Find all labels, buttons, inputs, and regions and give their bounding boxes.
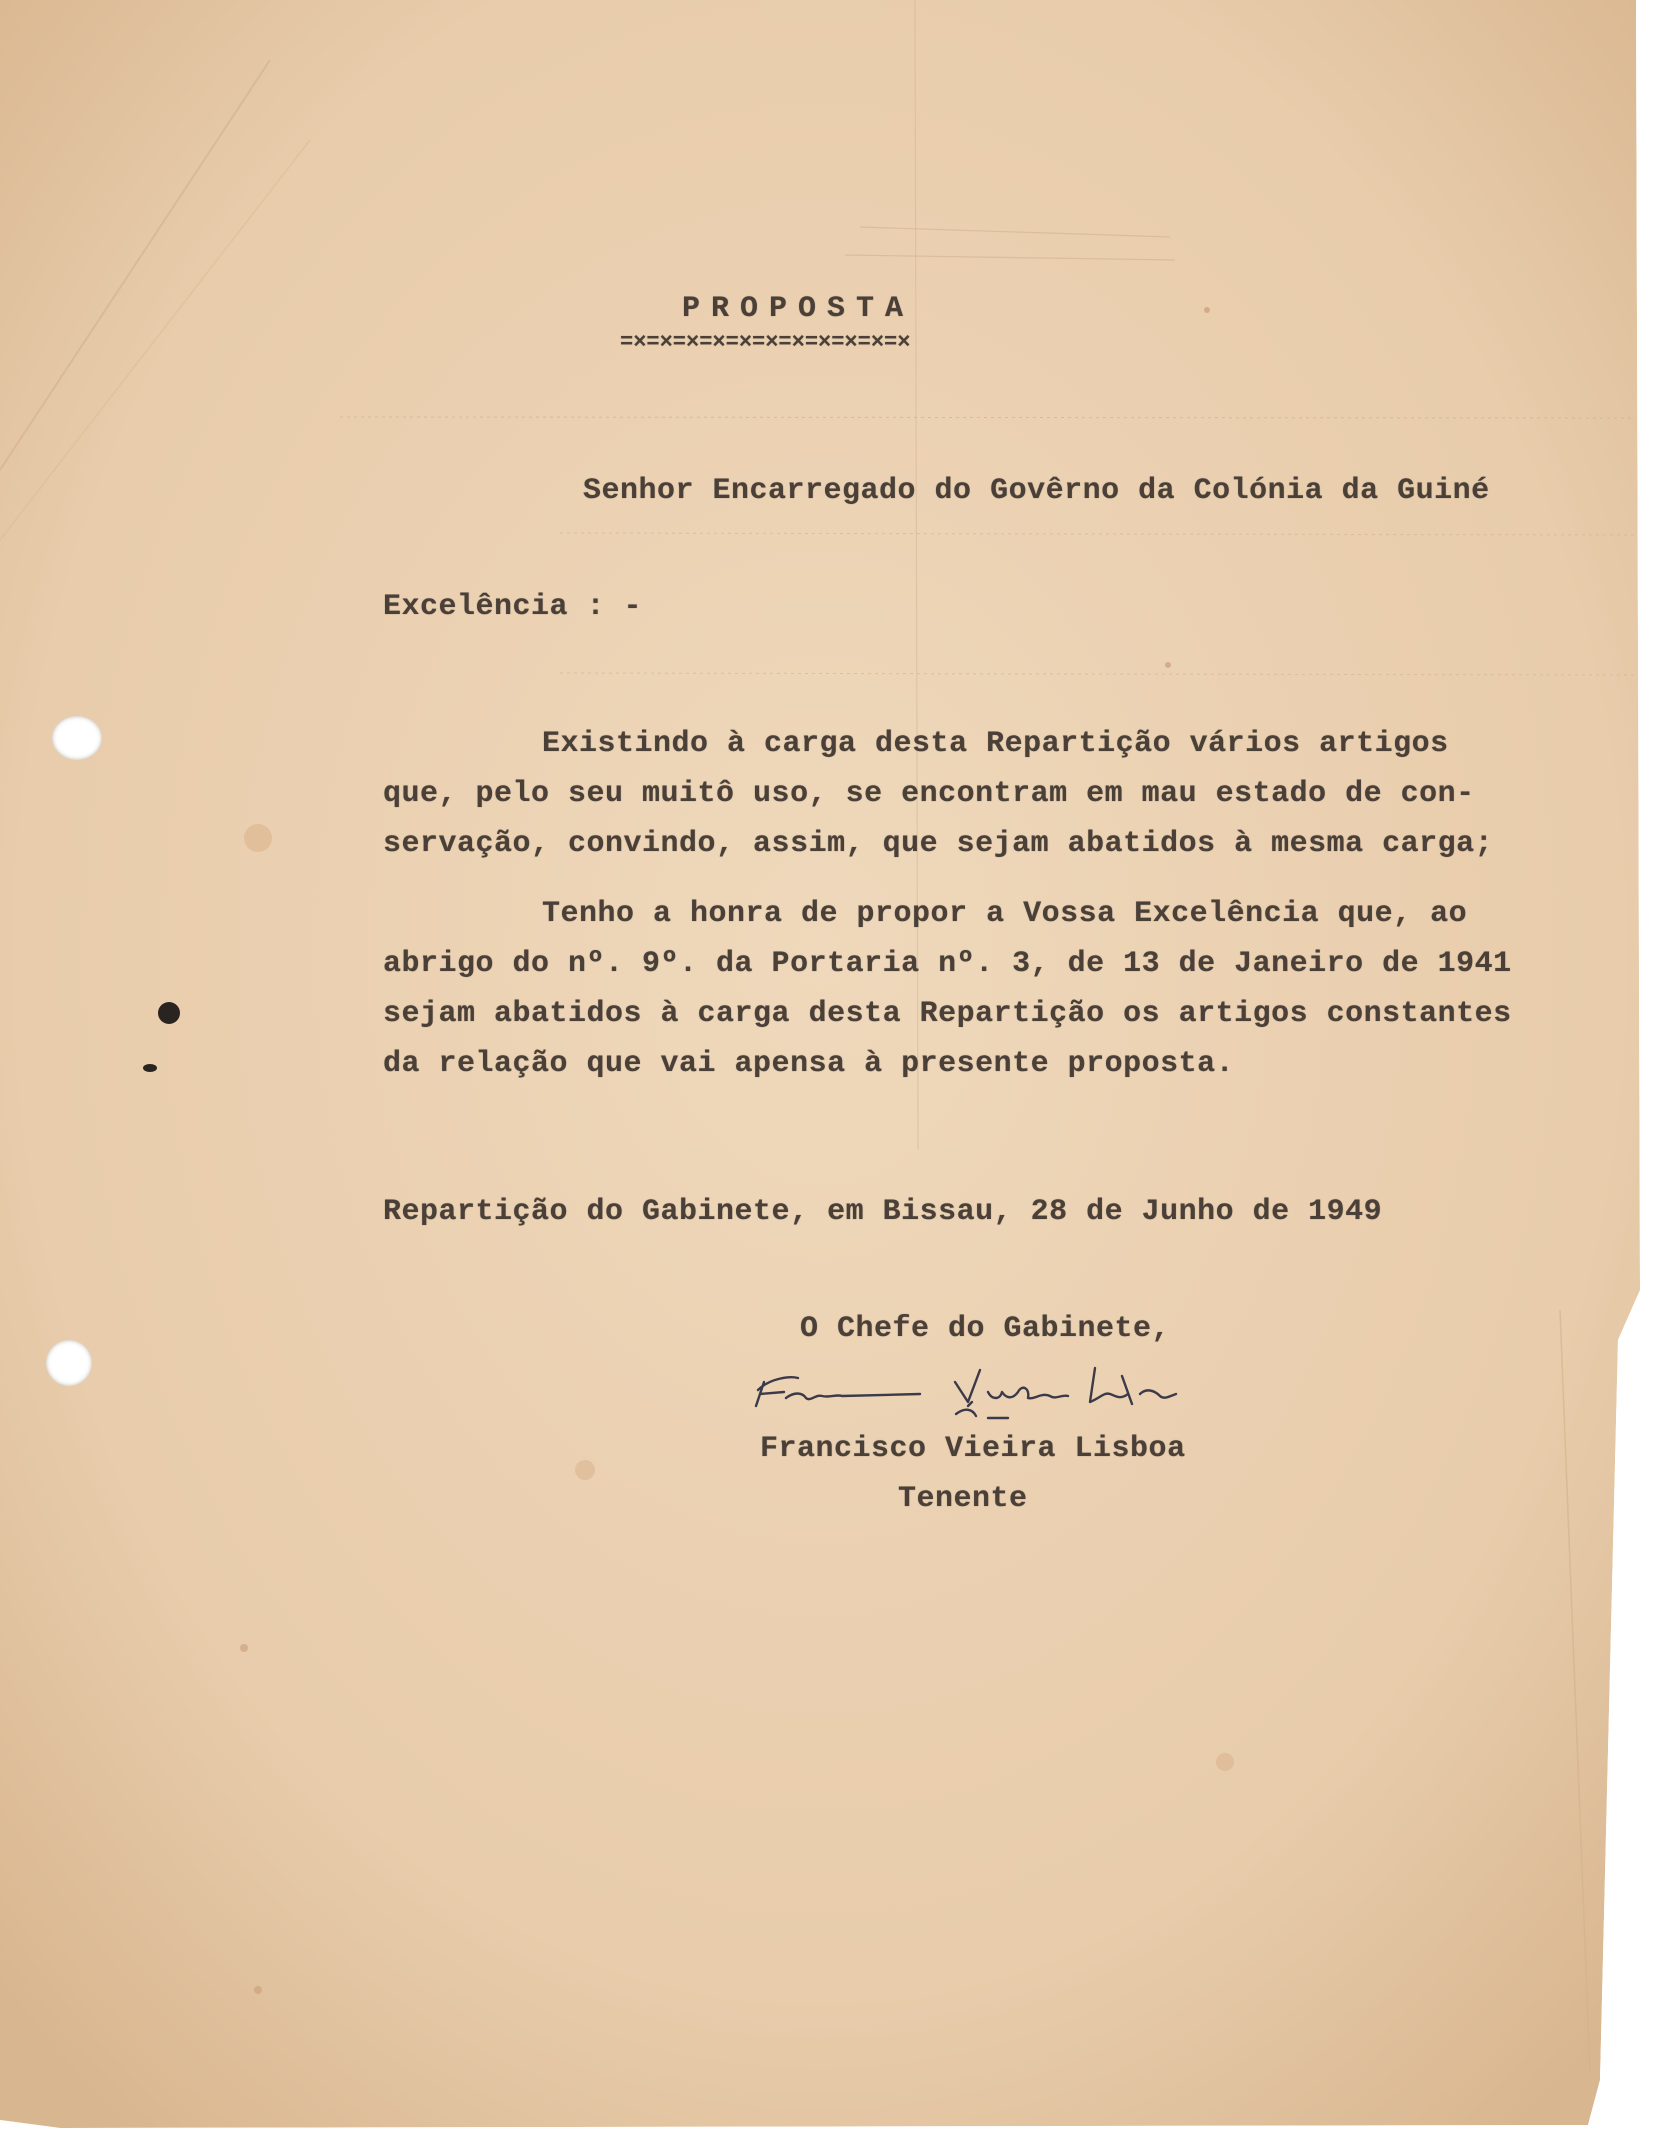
- title-underline: =×=×=×=×=×=×=×=×=×=×=×: [620, 330, 911, 355]
- paragraph-2-line: Tenho a honra de propor a Vossa Excelência que, ao: [542, 897, 1468, 931]
- paragraph-1-line: que, pelo seu muitô uso, se encontram em mau estado de con-: [383, 777, 1475, 811]
- place-and-date: Repartição do Gabinete, em Bissau, 28 de Junho de 1949: [383, 1195, 1383, 1229]
- handwritten-signature: [750, 1348, 1210, 1428]
- ink-mark: [143, 1064, 157, 1072]
- ink-mark: [158, 1002, 180, 1024]
- paragraph-2-line: abrigo do nº. 9º. da Portaria nº. 3, de 13 de Janeiro de 1941: [383, 947, 1512, 981]
- paragraph-1-line: Existindo à carga desta Repartição vários artigos: [542, 727, 1449, 761]
- paragraph-1-line: servação, convindo, assim, que sejam abatidos à mesma carga;: [383, 827, 1494, 861]
- closing-line: O Chefe do Gabinete,: [800, 1312, 1171, 1346]
- paragraph-2-line: sejam abatidos à carga desta Repartição os artigos constantes: [383, 997, 1512, 1031]
- signer-rank: Tenente: [898, 1482, 1028, 1516]
- punch-hole-top: [52, 716, 102, 760]
- document-title: PROPOSTA: [682, 292, 915, 326]
- salutation: Excelência : -: [383, 590, 643, 624]
- punch-hole-bottom: [46, 1340, 92, 1386]
- addressee-line: Senhor Encarregado do Govêrno da Colónia da Guiné: [583, 474, 1490, 508]
- paragraph-2-line: da relação que vai apensa à presente proposta.: [383, 1047, 1235, 1081]
- signer-name: Francisco Vieira Lisboa: [760, 1432, 1186, 1466]
